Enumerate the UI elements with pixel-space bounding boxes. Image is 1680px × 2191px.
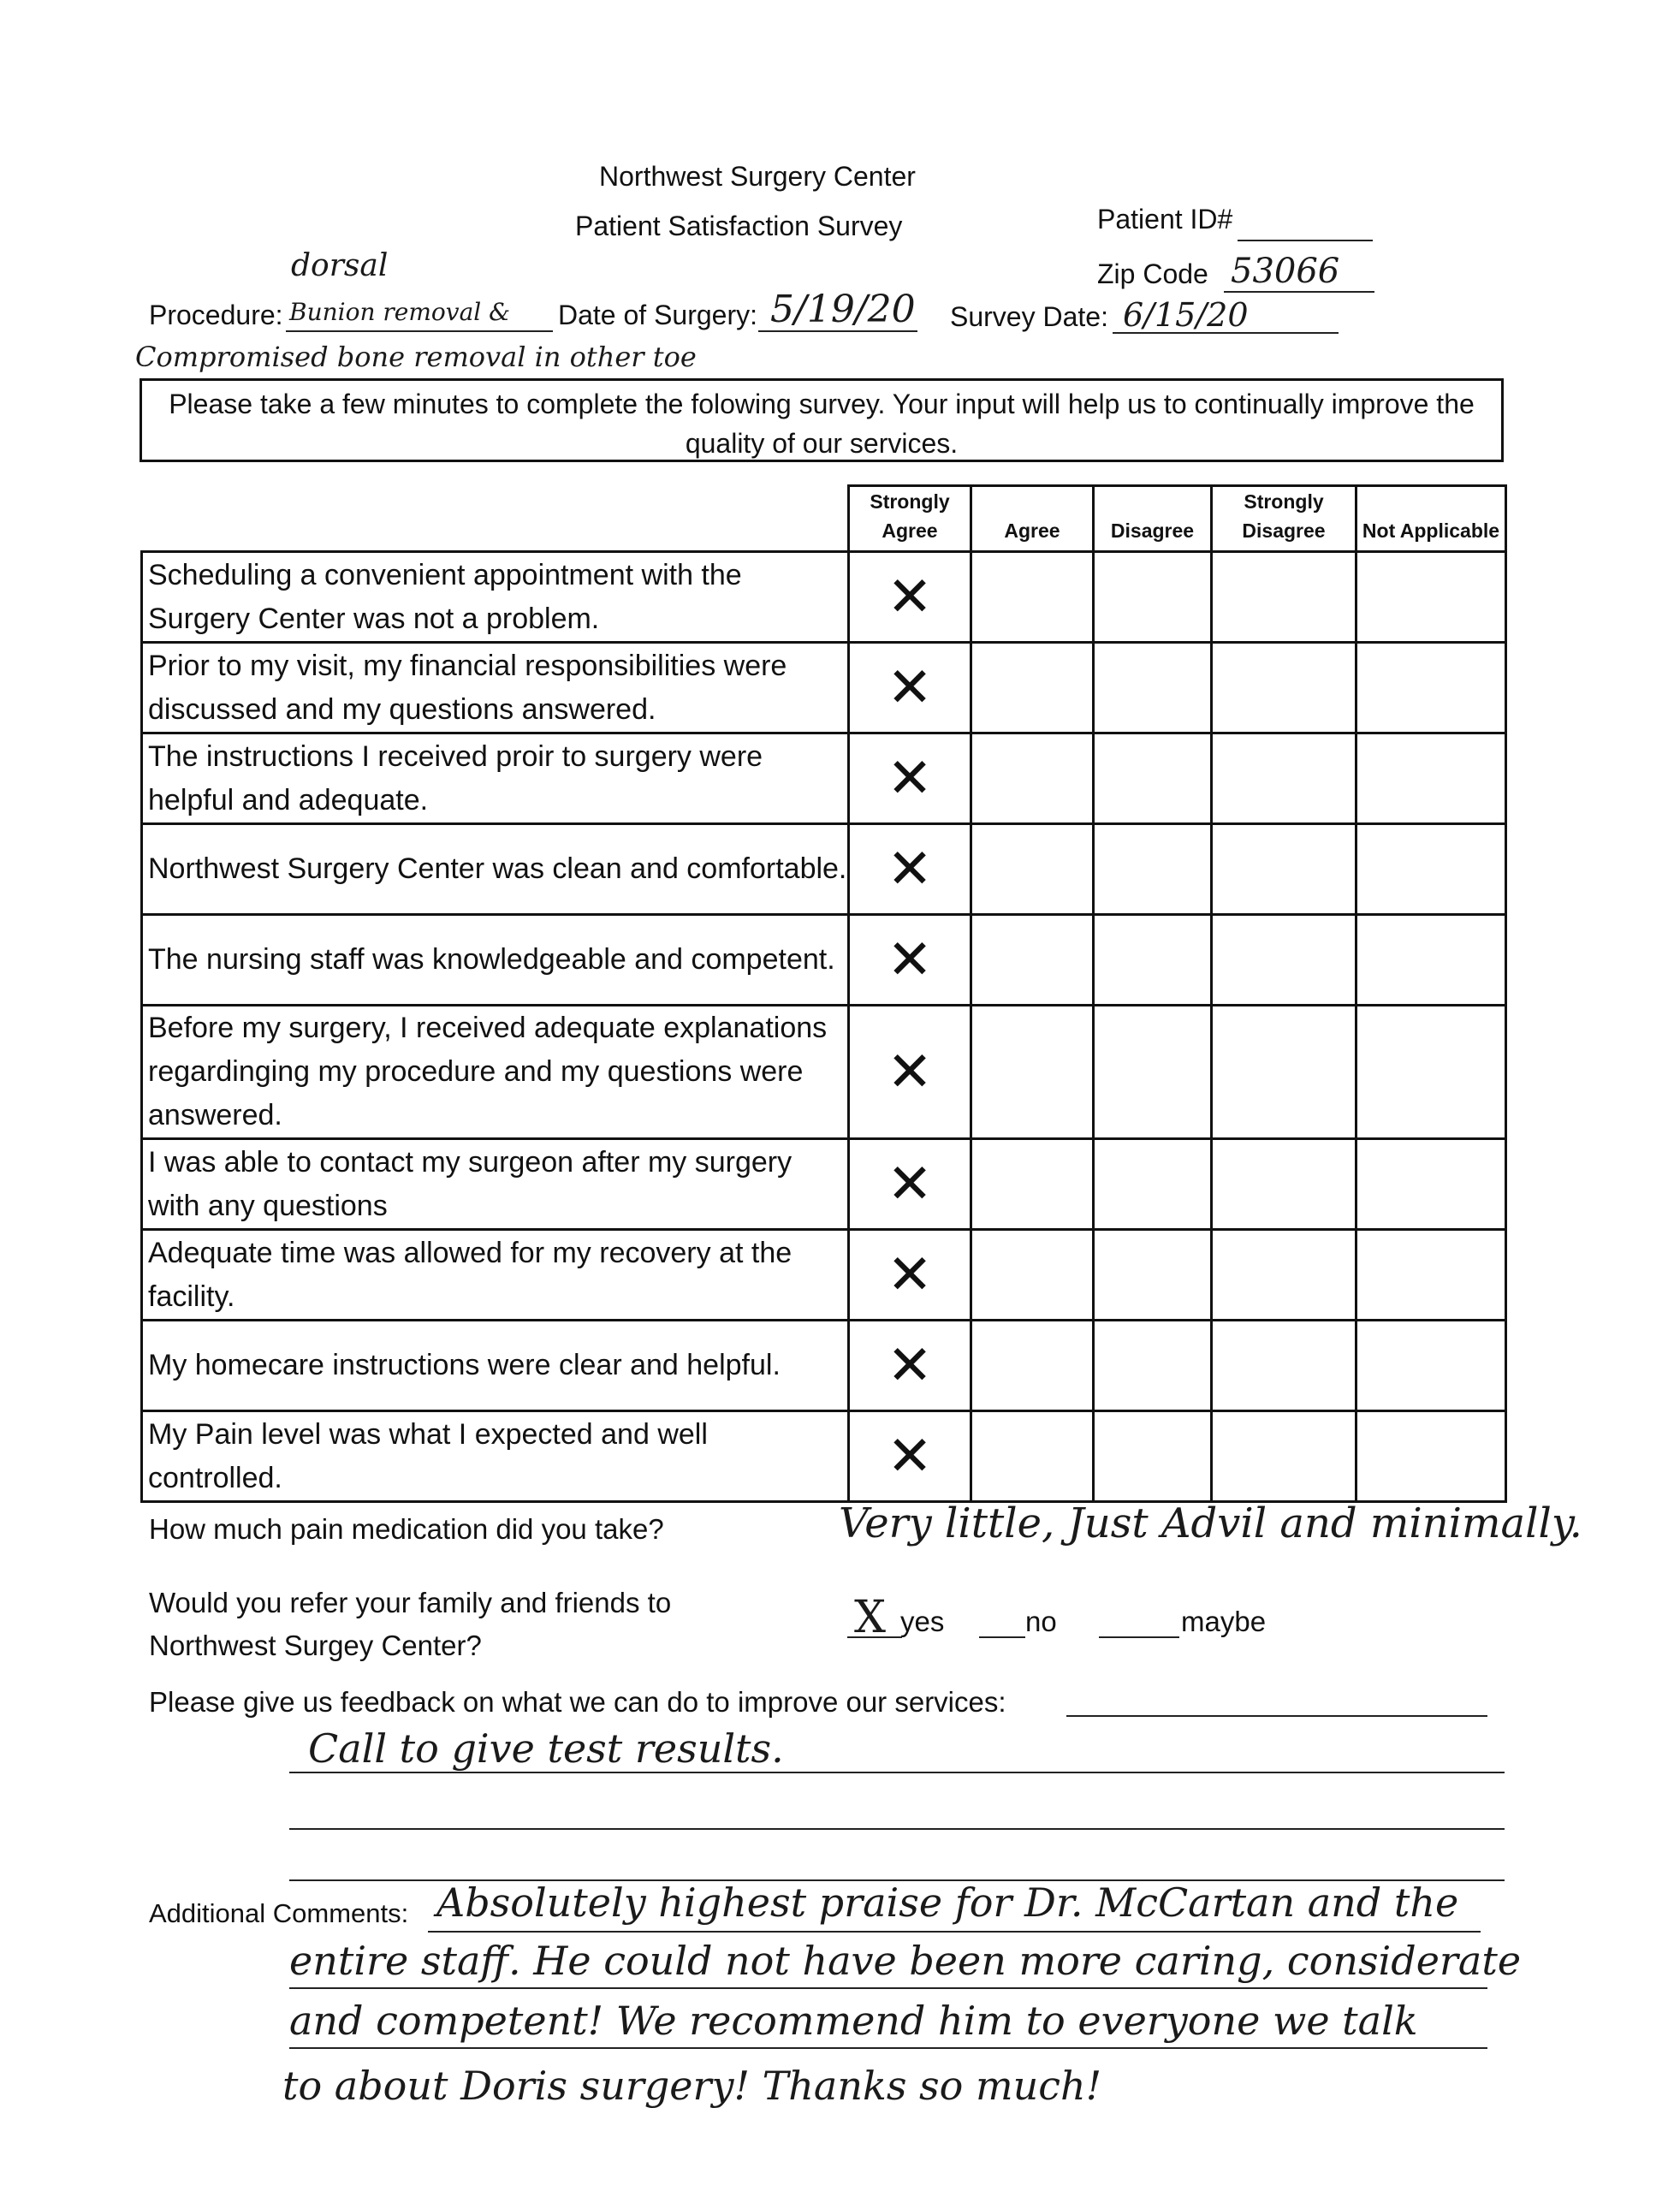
rating-cell[interactable]	[1212, 1230, 1356, 1321]
check-mark-icon: ✕	[887, 656, 933, 720]
patient-id-label: Patient ID#	[1097, 204, 1233, 235]
survey-row	[142, 733, 1506, 824]
comments-rule	[428, 1931, 1481, 1933]
check-mark-icon: ✕	[887, 1333, 933, 1398]
survey-row	[142, 1321, 1506, 1411]
survey-question: Prior to my visit, my financial responsibilities were discussed and my questions answered.	[142, 643, 849, 733]
check-mark-icon: ✕	[887, 1424, 933, 1488]
rating-cell[interactable]	[1356, 1411, 1506, 1502]
rating-cell[interactable]	[1094, 1230, 1212, 1321]
feedback-answer[interactable]: Call to give test results.	[308, 1725, 784, 1772]
rating-cell[interactable]	[1212, 824, 1356, 915]
rating-cell[interactable]	[1094, 915, 1212, 1006]
pain-med-question: How much pain medication did you take?	[149, 1513, 664, 1545]
survey-date-value: 6/15/20	[1123, 296, 1249, 334]
zip-code-field[interactable]	[1224, 252, 1374, 293]
rating-cell[interactable]	[849, 1230, 971, 1321]
refer-question-line2: Northwest Surgey Center?	[149, 1630, 482, 1661]
refer-yes-mark: X	[854, 1592, 887, 1643]
rating-cell[interactable]	[1356, 1139, 1506, 1230]
rating-cell[interactable]	[971, 552, 1094, 643]
rating-cell[interactable]	[1094, 1139, 1212, 1230]
column-header: Disagree	[1094, 486, 1212, 552]
survey-question: The nursing staff was knowledgeable and competent.	[142, 915, 849, 1006]
check-mark-icon: ✕	[887, 1152, 933, 1216]
rating-cell[interactable]	[1212, 1411, 1356, 1502]
rating-cell[interactable]	[1094, 552, 1212, 643]
survey-date-label: Survey Date:	[950, 301, 1108, 332]
feedback-first-line	[1066, 1715, 1487, 1717]
procedure-value: Bunion removal &	[289, 298, 511, 326]
comments-line4[interactable]: to about Doris surgery! Thanks so much!	[282, 2063, 1102, 2109]
rating-cell[interactable]	[971, 1411, 1094, 1502]
feedback-line	[289, 1828, 1505, 1830]
survey-row	[142, 552, 1506, 643]
rating-cell[interactable]	[1094, 733, 1212, 824]
rating-cell[interactable]	[1356, 915, 1506, 1006]
survey-title: Patient Satisfaction Survey	[575, 211, 903, 241]
rating-cell[interactable]	[971, 643, 1094, 733]
refer-yes-label: yes	[900, 1606, 945, 1637]
rating-cell[interactable]	[971, 1321, 1094, 1411]
rating-cell[interactable]	[849, 824, 971, 915]
rating-cell[interactable]	[1212, 1006, 1356, 1139]
survey-row	[142, 643, 1506, 733]
surgery-date-value: 5/19/20	[770, 288, 916, 331]
rating-cell[interactable]	[971, 915, 1094, 1006]
refer-yes-blank[interactable]	[847, 1592, 902, 1643]
patient-id-field[interactable]	[1238, 211, 1373, 241]
rating-cell[interactable]	[849, 1139, 971, 1230]
check-mark-icon: ✕	[887, 746, 933, 810]
rating-cell[interactable]	[1212, 915, 1356, 1006]
center-name: Northwest Surgery Center	[599, 161, 916, 192]
survey-question: I was able to contact my surgeon after my surgery with any questions	[142, 1139, 849, 1230]
survey-row	[142, 915, 1506, 1006]
survey-row	[142, 1139, 1506, 1230]
survey-question: My Pain level was what I expected and well controlled.	[142, 1411, 849, 1502]
survey-question: The instructions I received proir to surgery were helpful and adequate.	[142, 733, 849, 824]
rating-cell[interactable]	[971, 824, 1094, 915]
rating-cell[interactable]	[1356, 643, 1506, 733]
rating-cell[interactable]	[849, 552, 971, 643]
pain-med-answer[interactable]: Very little, Just Advil and minimally.	[839, 1499, 1582, 1547]
rating-cell[interactable]	[1356, 1230, 1506, 1321]
check-mark-icon: ✕	[887, 837, 933, 901]
comments-line2[interactable]: entire staff. He could not have been more caring, considerate	[289, 1938, 1522, 1984]
column-header: Strongly Agree	[849, 486, 971, 552]
check-mark-icon: ✕	[887, 928, 933, 992]
rating-cell[interactable]	[849, 733, 971, 824]
comments-line1[interactable]: Absolutely highest praise for Dr. McCartan and the	[436, 1879, 1459, 1926]
rating-cell[interactable]	[971, 733, 1094, 824]
rating-cell[interactable]	[1212, 1139, 1356, 1230]
rating-cell[interactable]	[1094, 1321, 1212, 1411]
rating-cell[interactable]	[1356, 552, 1506, 643]
survey-table	[140, 484, 1507, 1503]
intro-text: Please take a few minutes to complete the folowing survey. Your input will help us to continually improve the quality of our services.	[169, 389, 1475, 459]
rating-cell[interactable]	[849, 915, 971, 1006]
column-header: Strongly Disagree	[1212, 486, 1356, 552]
column-header: Agree	[971, 486, 1094, 552]
survey-question: Scheduling a convenient appointment with the Surgery Center was not a problem.	[142, 552, 849, 643]
refer-question-line1: Would you refer your family and friends to	[149, 1587, 672, 1618]
rating-cell[interactable]	[1212, 552, 1356, 643]
rating-cell[interactable]	[1212, 1321, 1356, 1411]
surgery-date-field[interactable]	[758, 288, 917, 332]
check-mark-icon: ✕	[887, 1040, 933, 1104]
survey-question: Adequate time was allowed for my recovery at the facility.	[142, 1230, 849, 1321]
feedback-prompt: Please give us feedback on what we can do to improve our services:	[149, 1686, 1006, 1718]
procedure-value-line2: Compromised bone removal in other toe	[135, 341, 697, 373]
column-header: Not Applicable	[1356, 486, 1506, 552]
zip-code-value: 53066	[1231, 252, 1340, 291]
survey-question: Before my surgery, I received adequate explanations regardinging my procedure and my questions were answered.	[142, 1006, 849, 1139]
survey-row	[142, 1230, 1506, 1321]
comments-rule	[289, 1987, 1487, 1989]
survey-question: Northwest Surgery Center was clean and comfortable.	[142, 824, 849, 915]
refer-no-label: no	[1025, 1606, 1057, 1637]
refer-maybe-blank[interactable]	[1099, 1607, 1179, 1638]
rating-cell[interactable]	[1356, 733, 1506, 824]
rating-cell[interactable]	[1094, 1411, 1212, 1502]
surgery-date-label: Date of Surgery:	[558, 300, 757, 330]
rating-cell[interactable]	[1356, 1321, 1506, 1411]
rating-cell[interactable]	[1094, 1006, 1212, 1139]
rating-cell[interactable]	[849, 1411, 971, 1502]
comments-rule	[289, 2047, 1487, 2049]
comments-label: Additional Comments:	[149, 1898, 409, 1928]
survey-row	[142, 1411, 1506, 1502]
survey-row	[142, 1006, 1506, 1139]
survey-question: My homecare instructions were clear and helpful.	[142, 1321, 849, 1411]
check-mark-icon: ✕	[887, 565, 933, 629]
rating-cell[interactable]	[1212, 643, 1356, 733]
procedure-field[interactable]	[286, 296, 553, 332]
procedure-annotation: dorsal	[291, 248, 389, 283]
survey-date-field[interactable]	[1113, 296, 1339, 334]
feedback-line	[289, 1772, 1505, 1773]
rating-cell[interactable]	[1094, 643, 1212, 733]
check-mark-icon: ✕	[887, 1243, 933, 1307]
comments-line3[interactable]: and competent! We recommend him to everyone we talk	[289, 1998, 1418, 2044]
rating-cell[interactable]	[1356, 1006, 1506, 1139]
rating-cell[interactable]	[971, 1230, 1094, 1321]
rating-cell[interactable]	[849, 643, 971, 733]
rating-cell[interactable]	[971, 1006, 1094, 1139]
procedure-label: Procedure:	[149, 300, 283, 330]
rating-cell[interactable]	[849, 1321, 971, 1411]
survey-row	[142, 824, 1506, 915]
rating-cell[interactable]	[1094, 824, 1212, 915]
rating-cell[interactable]	[1212, 733, 1356, 824]
rating-cell[interactable]	[1356, 824, 1506, 915]
rating-cell[interactable]	[849, 1006, 971, 1139]
rating-cell[interactable]	[971, 1139, 1094, 1230]
table-corner	[142, 486, 849, 552]
intro-box	[140, 378, 1504, 462]
zip-code-label: Zip Code	[1097, 258, 1208, 289]
refer-no-blank[interactable]	[979, 1607, 1025, 1638]
refer-maybe-label: maybe	[1181, 1606, 1267, 1637]
